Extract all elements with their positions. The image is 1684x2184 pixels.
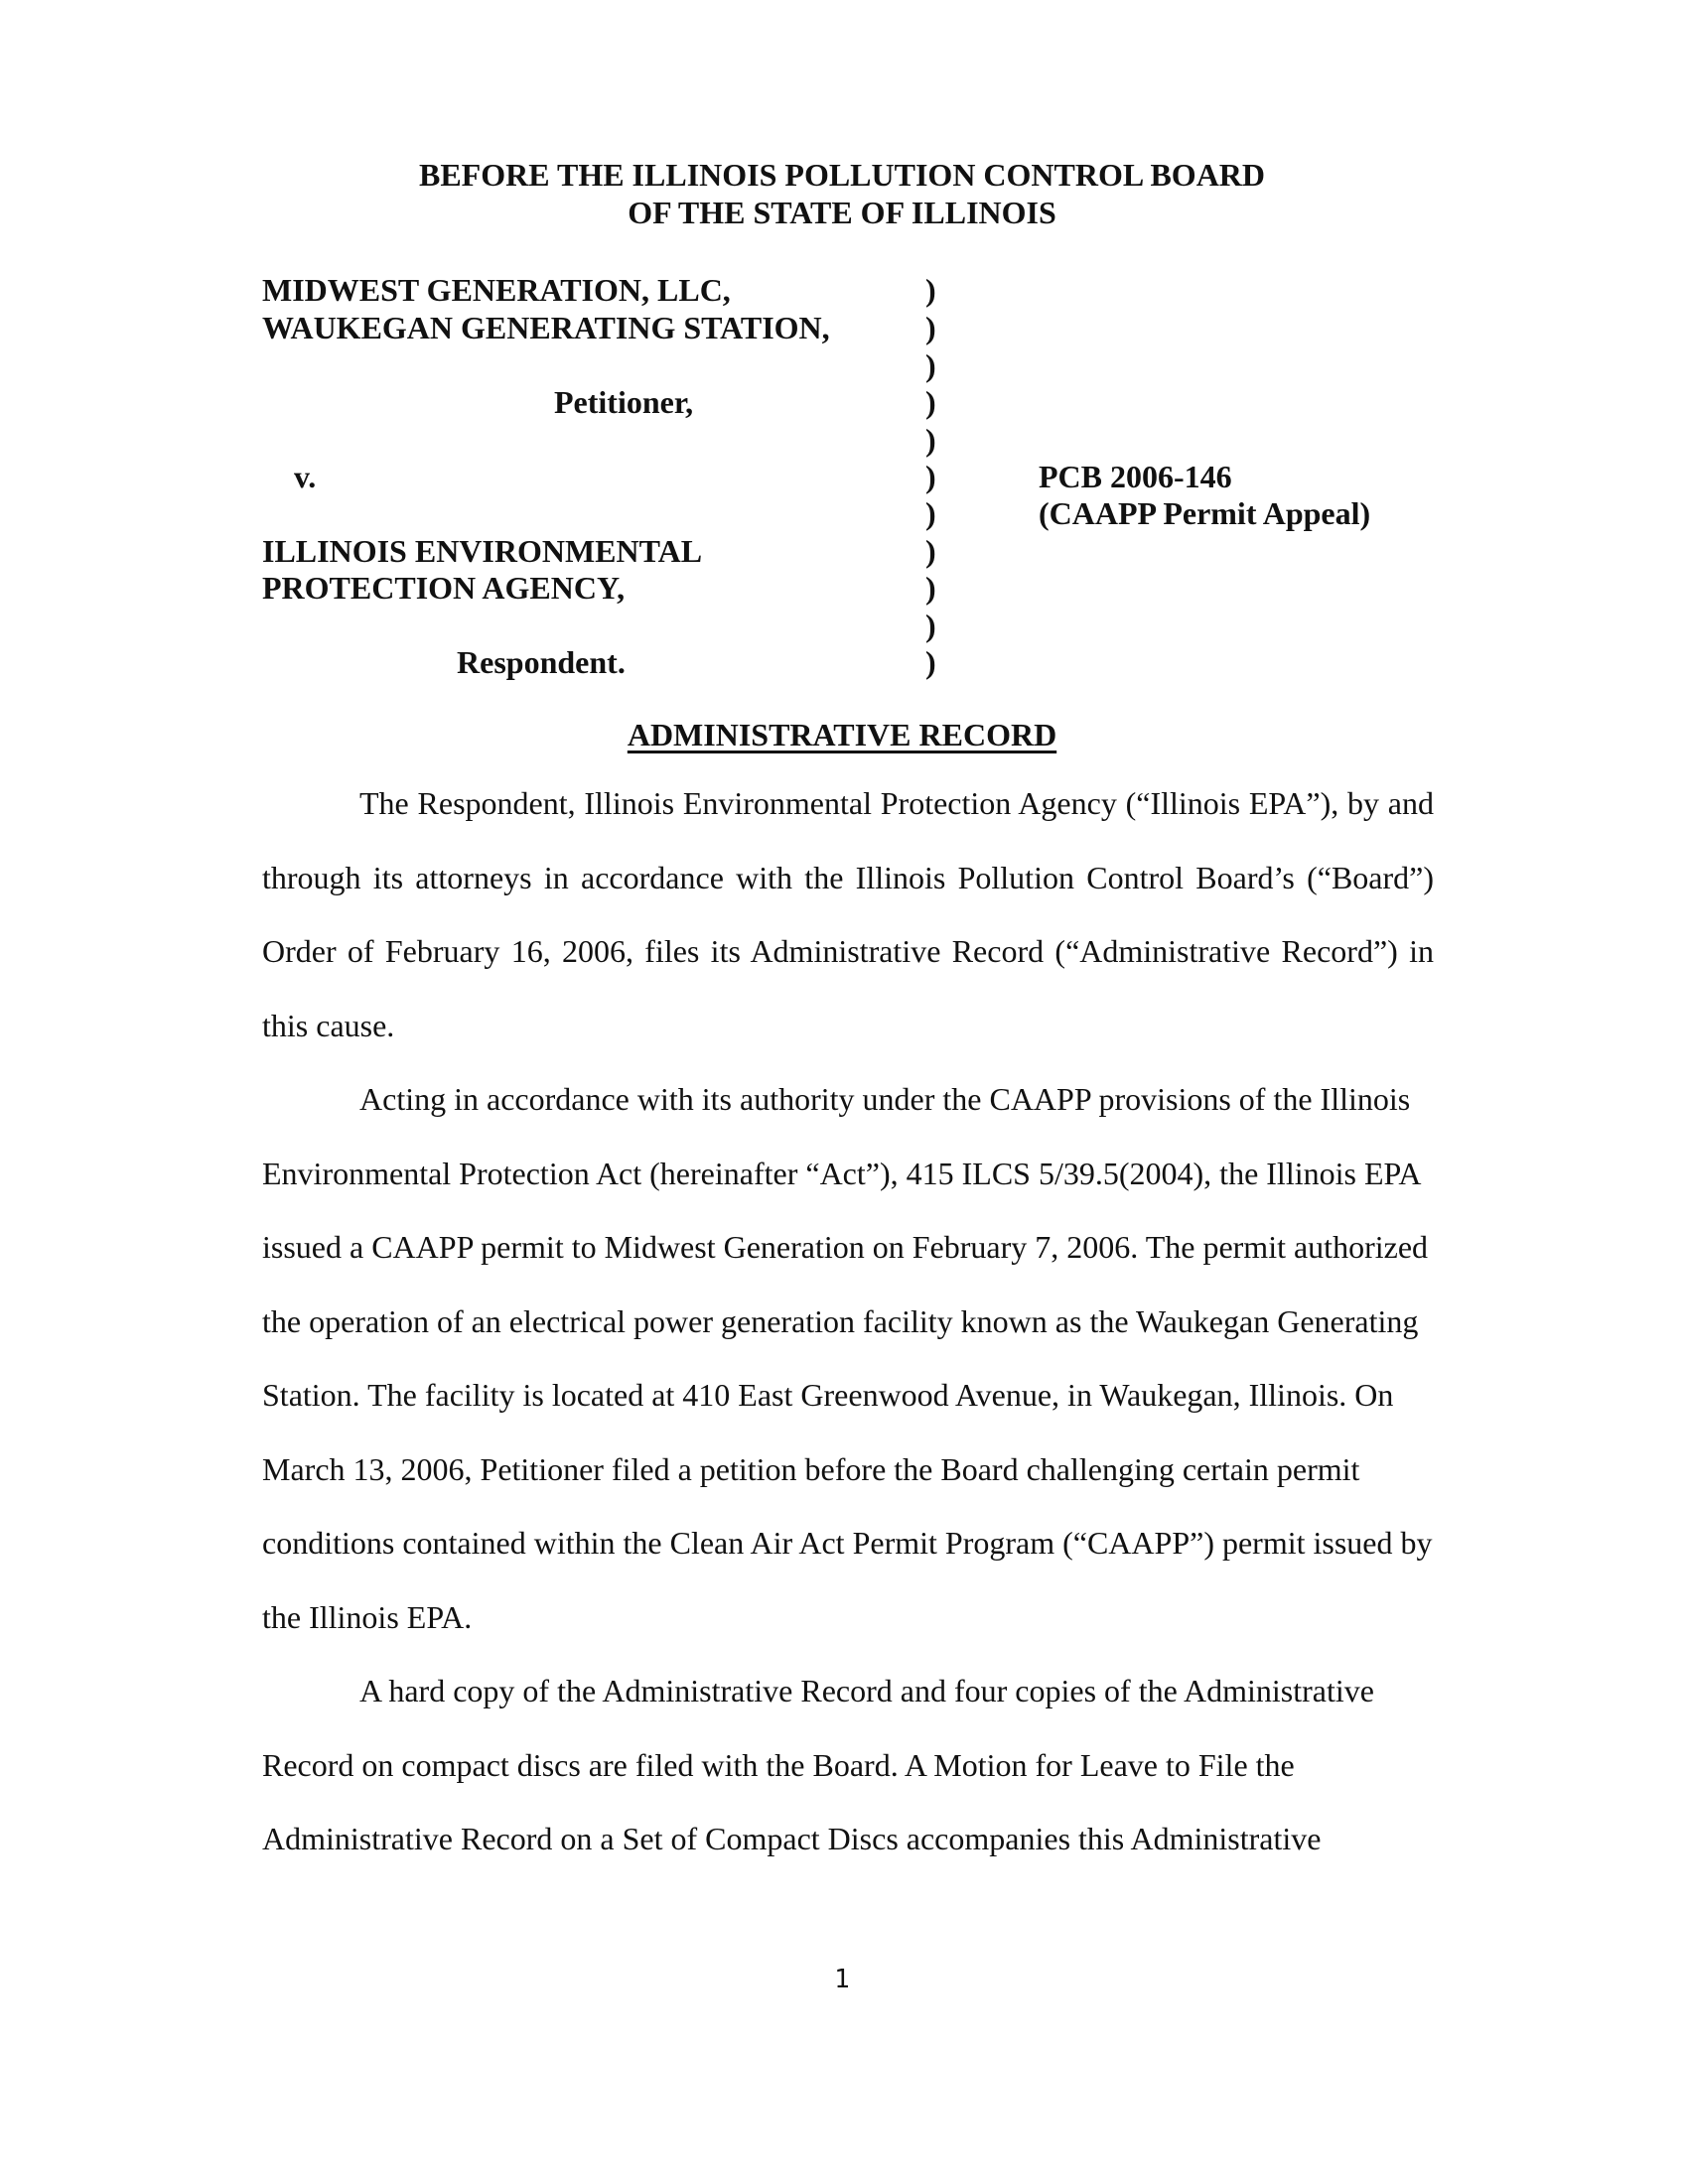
respondent-name-line1: ILLINOIS ENVIRONMENTAL	[262, 533, 703, 569]
caption-paren: )	[925, 533, 936, 569]
caption-paren: )	[925, 495, 936, 531]
respondent-role: Respondent.	[457, 644, 626, 680]
petitioner-name: MIDWEST GENERATION, LLC,	[262, 272, 731, 308]
court-header-line1: BEFORE THE ILLINOIS POLLUTION CONTROL BOARD	[418, 157, 1266, 193]
page-number: 1	[834, 1965, 850, 1994]
document-title: ADMINISTRATIVE RECORD	[627, 717, 1057, 752]
caption-paren: )	[925, 422, 936, 458]
court-header-line2: OF THE STATE OF ILLINOIS	[628, 195, 1056, 230]
respondent-name-line2: PROTECTION AGENCY,	[262, 570, 626, 606]
body-paragraph-3: A hard copy of the Administrative Record and four copies of the Administrative Record on compact discs are filed with the Board. A Motion for Leave to File the Administrative Record on a Set of Compact Discs accompanies this Administrative	[262, 1673, 1374, 1856]
caption-paren: )	[925, 272, 936, 308]
body-paragraph-2: Acting in accordance with its authority under the CAAPP provisions of the Illinois Environmental Protection Act (hereinafter “Act”), 415 ILCS 5/39.5(2004), the Illinois EPA issued a CAAPP permit to Midwest Generation on February 7, 2006. The permit authorized the operation of an electrical power generation facility known as the Waukegan Generating Station. The facility is located at 410 East Greenwood Avenue, in Waukegan, Illinois. On March 13, 2006, Petitioner filed a petition before the Board challenging certain permit conditions contained within the Clean Air Act Permit Program (“CAAPP”) permit issued by the Illinois EPA.	[262, 1081, 1433, 1635]
caption-paren: )	[925, 310, 936, 345]
caption-paren: )	[925, 644, 936, 680]
case-number: PCB 2006-146	[1039, 459, 1232, 494]
caption-paren: )	[925, 459, 936, 494]
petitioner-role: Petitioner,	[554, 384, 694, 420]
petitioner-facility: WAUKEGAN GENERATING STATION,	[262, 310, 830, 345]
caption-paren: )	[925, 608, 936, 643]
caption-paren: )	[925, 570, 936, 606]
case-type: (CAAPP Permit Appeal)	[1039, 495, 1371, 531]
caption-paren: )	[925, 347, 936, 383]
caption-paren: )	[925, 384, 936, 420]
versus-label: v.	[294, 459, 317, 494]
body-paragraph-1: The Respondent, Illinois Environmental Protection Agency (“Illinois EPA”), by and through its attorneys in accordance with the Illinois Pollution Control Board’s (“Board”) Order of February 16, 2006, files its Administrative Record (“Administrative Record”) in this cause.	[262, 785, 1434, 1043]
